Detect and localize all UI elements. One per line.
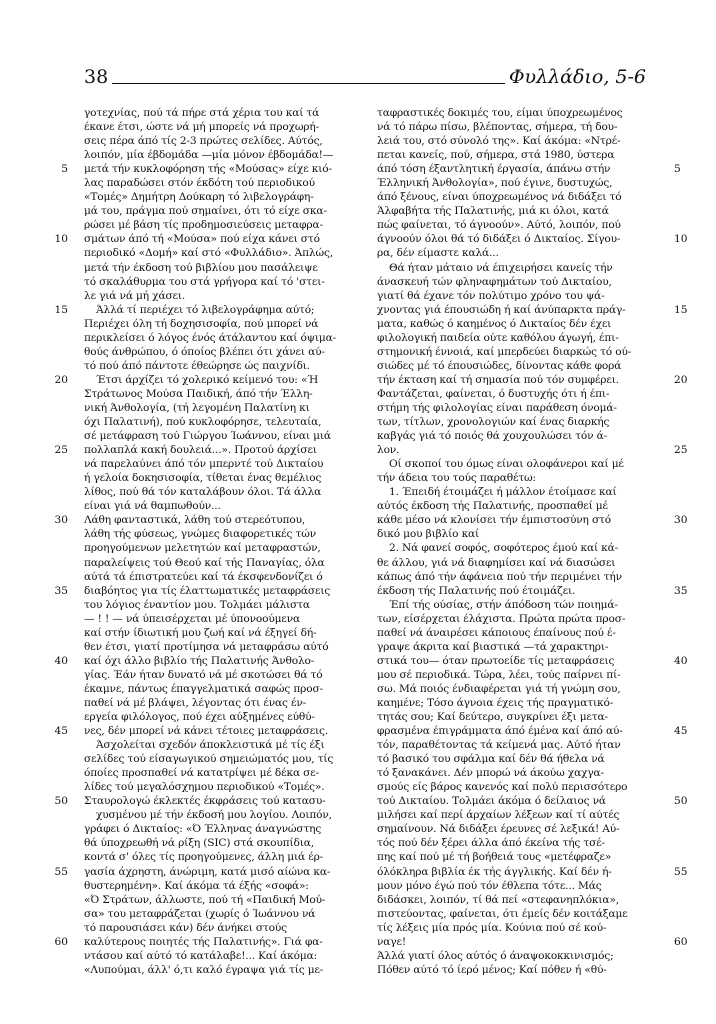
text-line: μουν μόνο έγώ πού τόν έθλεπα τότε... Μάς xyxy=(377,879,602,892)
line-number: 10 xyxy=(674,233,688,246)
text-line: τό παρουσιάσει κάν) δέν άνήκει στούς xyxy=(84,921,287,934)
text-line: γίας. Έάν ήταν δυνατό νά μέ σκοτώσει θά τό xyxy=(84,668,323,681)
text-line: τήν άδεια του τούς παραθέτω: xyxy=(377,472,536,485)
text-line: μιλήσει καί περί άρχαίων λέξεων καί τί αύτές xyxy=(377,809,620,822)
text-line: Θά ήταν μάταιο νά έπιχειρήσει κανείς τήν xyxy=(389,261,613,274)
text-line: νά παρελαύνει άπό τόν μπερντέ τού Δικταίου xyxy=(84,458,324,471)
text-line: Οί σκοποί του όμως είναι ολοφάνεροι καί μέ xyxy=(389,458,624,471)
text-line: σμούς είς βάρος κανενός καί πολύ περισσότερο xyxy=(377,781,628,794)
text-line: έκανε έτσι, ώστε νά μή μπορείς νά προχωρή- xyxy=(84,121,320,134)
text-line: στικά του— όταν πρωτοείδε τίς μεταφράσεις xyxy=(377,654,615,667)
text-line: σιώδες μέ τό έπουσιώδες, δίνοντας κάθε φορά xyxy=(377,359,622,372)
text-line: 2. Νά φανεί σοφός, σοφότερος έμού καί κά- xyxy=(389,542,619,555)
line-number: 25 xyxy=(54,444,68,457)
text-line: λον. xyxy=(377,444,400,457)
line-number: 25 xyxy=(674,444,688,457)
line-number: 45 xyxy=(54,725,68,738)
line-number: 15 xyxy=(674,303,688,316)
text-line: Άλλά γιατί όλος αύτός ό άναψοκοκκινισμός; xyxy=(377,949,614,962)
text-line: θυστερημένη». Καί άκόμα τά έξής «σοφά»: xyxy=(84,879,309,892)
text-line: — ! ! — νά ύπεισέρχεται μέ ύπονοούμενα xyxy=(84,612,300,625)
line-number: 50 xyxy=(54,795,68,808)
text-line: όλόκληρα βιβλία έκ τής άγγλικής. Καί δέν ή- xyxy=(377,865,612,878)
text-line: θε άλλου, γιά νά διαφημίσει καί νά διασώσει xyxy=(377,556,616,569)
text-line: ντάσου καί αύτό τό κατάλαβε!... Καί άκόμα: xyxy=(84,949,318,962)
line-number: 50 xyxy=(674,795,688,808)
line-number: 40 xyxy=(674,654,688,667)
text-line: Έπί τής ούσίας, στήν άπόδοση τών ποιημά- xyxy=(389,598,618,611)
text-line: τίς λέξεις μία πρός μία. Κούνια πού σέ κού- xyxy=(377,921,607,934)
text-line: Άσχολείται σχεδόν άποκλειστικά μέ τίς έξι xyxy=(96,739,325,752)
text-line: τό βασικό του σφάλμα καί δέν θά ήθελα νά xyxy=(377,753,605,766)
line-number: 20 xyxy=(674,373,688,386)
text-line: φιλολογική παιδεία ούτε καθόλου άγωγή, έπι- xyxy=(377,331,619,344)
text-line: Έτσι άρχίζει τό χολερικό κείμενό του: «Ή xyxy=(96,373,319,386)
text-line: καί όχι άλλο βιβλίο τής Παλατινής Άνθολο- xyxy=(84,654,315,667)
text-line: όχι Παλατινή), πού κυκλοφόρησε, τελευταία, xyxy=(84,416,322,429)
left-column xyxy=(84,106,352,977)
text-line: νική Άνθολογία, (τή λεγομένη Παλατίνη κι xyxy=(84,401,310,414)
text-line: «Λυπούμαι, άλλ' ό,τι καλό έγραψα γιά τίς με- xyxy=(84,963,324,976)
text-line: μά του, πράγμα πού σημαίνει, ότι τό είχε σκα- xyxy=(84,205,327,218)
text-line: διδάσκει, λοιπόν, τί θά πεί «στεφανηπλόκια», xyxy=(377,893,619,906)
text-line: κάπως άπό τήν άφάνεια πού τήν περιμένει τήν xyxy=(377,570,622,583)
text-line: ρώσει μέ βάση τίς προδημοσιεύσεις μεταφρα- xyxy=(84,219,323,232)
text-line: αύτά τά έπιστρατεύει καί τά έκσφενδονίζει ό xyxy=(84,570,323,583)
text-line: «Τομές» Δημήτρη Δούκαρη τό λιβελογράφη- xyxy=(84,191,314,204)
text-line: ή γελοία δοκησισοφία, τίθεται ένας θεμέλιος xyxy=(84,472,322,485)
text-line: 1. Έπειδή έτοιμάζει ή μάλλον έτοίμασε καί xyxy=(389,486,617,499)
text-line: χυσμένου μέ τήν έκδοσή μου λογίου. Λοιπόν, xyxy=(96,809,332,822)
header-rule xyxy=(108,83,526,84)
line-number: 40 xyxy=(54,654,68,667)
text-line: στήμη τής φιλολογίας είναι παράθεση όνομά- xyxy=(377,401,617,414)
text-line: κοντά σ' όλες τίς προηγούμενες, άλλη μιά έρ- xyxy=(84,851,324,864)
text-line: πώς φαίνεται, τό άγνοούν». Αύτό, λοιπόν, πού xyxy=(377,219,621,232)
text-line: ναγε! xyxy=(377,935,406,948)
text-line: ταφραστικές δοκιμές του, είμαι ύποχρεωμένος xyxy=(377,107,623,119)
text-line: σεις πέρα άπό τίς 2-3 πρώτες σελίδες. Αύτός, xyxy=(84,135,323,148)
text-line: προηγούμενων μελετητών καί μεταφραστών, xyxy=(84,542,321,555)
line-number: 30 xyxy=(54,514,68,527)
text-line: λειά του, στό σύνολό της». Καί άκόμα: «Ντρέ- xyxy=(377,135,621,148)
text-line: σελίδες τού είσαγωγικού σημειώματός μου, τίς xyxy=(84,753,334,766)
text-line: παθεί νά άναιρέσει κάποιους έπαίνους πού έ- xyxy=(377,626,616,639)
text-line: θεν έτσι, γιατί προτίμησα νά μεταφράσω αύτό xyxy=(84,640,329,653)
text-line: λας παραδώσει στόν έκδότη τού περιοδικού xyxy=(84,177,315,190)
text-line: μου σέ περιοδικά. Τώρα, λέει, τούς παίρνει πί- xyxy=(377,668,621,681)
line-number: 30 xyxy=(674,514,688,527)
text-line: σω. Μά ποιός ένδιαφέρεται γιά τή γνώμη σου, xyxy=(377,682,621,695)
text-line: λάθη τής φύσεως, γνώμες διαφορετικές τών xyxy=(84,528,316,541)
line-number: 5 xyxy=(61,163,68,176)
text-line: τόν, παραθέτοντας τά κείμενά μας. Αύτό ήταν xyxy=(377,739,621,752)
text-line: του λόγιος έναντίον μου. Τολμάει μάλιστα xyxy=(84,598,310,611)
text-line: τό σκαλάθυρμα του στά γρήγορα καί τό 'στει- xyxy=(84,275,325,288)
text-line: φρασμένα έπιγράμματα άπό έμένα καί άπό αύ- xyxy=(377,725,623,738)
line-number: 20 xyxy=(54,373,68,386)
text-line: νά τό πάρω πίσω, βλέποντας, σήμερα, τή δου- xyxy=(377,121,618,134)
page-number: 38 xyxy=(84,66,112,88)
line-number: 60 xyxy=(674,935,688,948)
text-line: καημένε; Τόσο άγνοια έχεις τής πραγματικό- xyxy=(377,696,614,709)
text-line: Λάθη φανταστικά, λάθη τού στερεότυπου, xyxy=(84,514,306,527)
text-line: γοτεχνίας, πού τά πήρε στά χέρια του καί τά xyxy=(84,107,320,119)
text-line: τό πού άπό πάντοτε έθεώρησε ώς παιχνίδι. xyxy=(84,359,310,372)
line-number: 15 xyxy=(54,303,68,316)
line-number: 10 xyxy=(54,233,68,246)
text-line: παθεί νά μέ βλάψει, λέγοντας ότι ένας έν- xyxy=(84,696,307,709)
text-line: τός πού δέν ξέρει άλλα άπό έκείνα τής τσέ- xyxy=(377,837,605,850)
line-number: 5 xyxy=(674,163,681,176)
text-line: γασία άχρηστη, άνώριμη, κατά μισό αίώνα κα- xyxy=(84,865,331,878)
text-line: Έλληνική Άνθολογία», πού έγινε, δυστυχώς, xyxy=(377,177,613,190)
text-line: των, τίτλων, χρονολογιών καί ένας διαρκής xyxy=(377,416,610,429)
text-line: Φαντάζεται, φαίνεται, ό δυστυχής ότι ή έπι- xyxy=(377,387,610,400)
text-line: έκδοση τής Παλατινής πού έτοιμάζει. xyxy=(377,584,576,597)
text-line: είναι γιά νά θαμπωθούν... xyxy=(84,500,221,513)
line-number: 45 xyxy=(674,725,688,738)
text-line: τήν έκταση καί τή σημασία πού τόν συμφέρει. xyxy=(377,373,619,386)
text-line: περικλείσει ό λόγος ένός άτάλαντου καί όψιμα- xyxy=(84,331,337,344)
text-line: διαβόητος για τίς έλαττωματικές μεταφράσεις xyxy=(84,584,331,597)
text-line: μετά τήν κυκλοφόρηση τής «Μούσας» είχε κιό- xyxy=(84,163,332,176)
line-number: 35 xyxy=(54,584,68,597)
text-line: άπό ξένους, είναι ύποχρεωμένος νά διδάξει τό xyxy=(377,191,622,204)
text-line: έκαμνε, πάντως έπαγγελματικά σαφώς προσ- xyxy=(84,682,323,695)
running-header xyxy=(84,66,646,88)
text-line: σέ μετάφραση τού Γιώργου Ίωάννου, είναι μιά xyxy=(84,430,331,443)
text-line: γραψε άκριτα καί βιαστικά —τά χαρακτηρι- xyxy=(377,640,609,653)
right-column xyxy=(377,106,645,977)
text-line: θούς άνθρώπου, ό όποίος βλέπει ότι χάνει αύ- xyxy=(84,345,325,358)
line-number: 35 xyxy=(674,584,688,597)
text-line: πιστεύοντας, φαίνεται, ότι έμείς δέν κοιτάξαμε xyxy=(377,907,628,920)
running-title: Φυλλάδιο, 5-6 xyxy=(505,66,646,88)
text-line: κάθε μέσο νά κλονίσει τήν έμπιστοσύνη στό xyxy=(377,514,611,527)
text-line: τητάς σου; Καί δεύτερο, συγκρίνει έξι μετα- xyxy=(377,711,608,724)
text-line: τού Δικταίου. Τολμάει άκόμα ό δείλαιος νά xyxy=(377,795,606,808)
text-line: περιοδικό «Δομή» καί στό «Φυλλάδιο». Άπλώς, xyxy=(84,247,333,260)
text-line: γράφει ό Δικταίος: «Ό Έλληνας άναγνώστης xyxy=(84,823,322,836)
text-line: σμάτων άπό τή «Μούσα» πού είχα κάνει στό xyxy=(84,233,320,246)
text-line: ρα, δέν είμαστε καλά... xyxy=(377,247,499,260)
line-number: 60 xyxy=(54,935,68,948)
text-line: λίδες τού μεγαλόσχημου περιοδικού «Τομές». xyxy=(84,781,325,794)
text-line: Σταυρολογώ έκλεκτές έκφράσεις τού κατασυ- xyxy=(84,795,326,808)
text-line: χνοντας γιά έπουσιώδη ή καί άνύπαρκτα πράγ- xyxy=(377,303,626,316)
text-line: Άλφαβήτα τής Παλατινής, μιά κι όλοι, κατά xyxy=(377,205,609,218)
text-line: Άλλά τί περιέχει τό λιβελογράφημα αύτό; xyxy=(96,303,315,316)
text-line: νες, δέν μπορεί νά κάνει τέτοιες μεταφράσεις. xyxy=(84,725,329,738)
text-line: εργεία φιλόλογος, πού έχει αύξημένες εύθύ- xyxy=(84,711,315,724)
text-line: καβγάς γιά τό ποιός θά χουχουλώσει τόν ά- xyxy=(377,430,608,443)
text-line: μετά τήν έκδοση τού βιβλίου μου πασάλειψε xyxy=(84,261,318,274)
line-number: 55 xyxy=(674,865,688,878)
text-line: θά ύποχρεωθή νά ρίξη (SIC) στά σκουπίδια, xyxy=(84,837,314,850)
text-line: Πόθεν αύτό τό ίερό μένος; Καί πόθεν ή «θύ- xyxy=(377,963,607,976)
text-line: άνασκευή τών φληναφημάτων τού Δικταίου, xyxy=(377,275,612,288)
text-line: όποίες προσπαθεί νά κατατρίψει μέ δέκα σε- xyxy=(84,767,320,780)
text-line: σα» του μεταφράζεται (χωρίς ό Ίωάννου νά xyxy=(84,907,316,920)
text-line: «Ό Στράτων, άλλωστε, πού τή «Παιδική Μού- xyxy=(84,893,326,906)
text-line: στημονική έννοιά, καί μπερδεύει διαρκώς τό ού- xyxy=(377,345,632,358)
text-line: πολλαπλά κακή δουλειά...». Προτού άρχίσει xyxy=(84,444,317,457)
text-line: δικό μου βιβλίο καί xyxy=(377,528,480,541)
text-line: τό ξανακάνει. Δέν μπορώ νά άκούω χαχγα- xyxy=(377,767,604,780)
text-line: πης καί πού μέ τή βοήθειά τους «μετέφραζε» xyxy=(377,851,612,864)
text-line: γιατί θά έχανε τόν πολύτιμο χρόνο του ψά- xyxy=(377,289,605,302)
text-line: λοιπόν, μία έβδομάδα —μία μόνον έβδομάδα!— xyxy=(84,149,334,162)
text-line: άγνοούν όλοι θά τό διδάξει ό Δικταίος. Σίγου- xyxy=(377,233,621,246)
line-number: 55 xyxy=(54,865,68,878)
text-line: αύτός έκδοση τής Παλατινής, προσπαθεί μέ xyxy=(377,500,608,513)
text-line: άπό τόση έξαντλητική έργασία, άπάνω στήν xyxy=(377,163,611,176)
text-line: ματα, καθώς ό καημένος ό Δικταίος δέν έχει xyxy=(377,317,612,330)
text-line: των, είσέρχεται έλάχιστα. Πρώτα πρώτα προσ- xyxy=(377,612,626,625)
text-line: πεται κανείς, πού, σήμερα, στά 1980, ύστερα xyxy=(377,149,615,162)
text-line: λίθος, πού θά τόν καταλάβουν όλοι. Τά άλλα xyxy=(84,486,322,499)
text-line: Περιέχει όλη τή δοχησισοφία, πού μπορεί νά xyxy=(84,317,319,330)
text-line: παραλείψεις τού Θεού καί τής Παναγίας, όλα xyxy=(84,556,325,569)
text-line: καλύτερους ποιητές τής Παλατινής». Γιά φα- xyxy=(84,935,323,948)
text-line: καί στήν ίδιωτική μου ζωή καί νά έξηγεί δή- xyxy=(84,626,317,639)
text-line: Στράτωνος Μούσα Παιδική, άπό τήν Έλλη- xyxy=(84,387,313,400)
text-line: λε γιά νά μή χάσει. xyxy=(84,289,186,302)
text-line: σημαίνουν. Νά διδάξει έρευνες σέ λεξικά! Αύ- xyxy=(377,823,620,836)
